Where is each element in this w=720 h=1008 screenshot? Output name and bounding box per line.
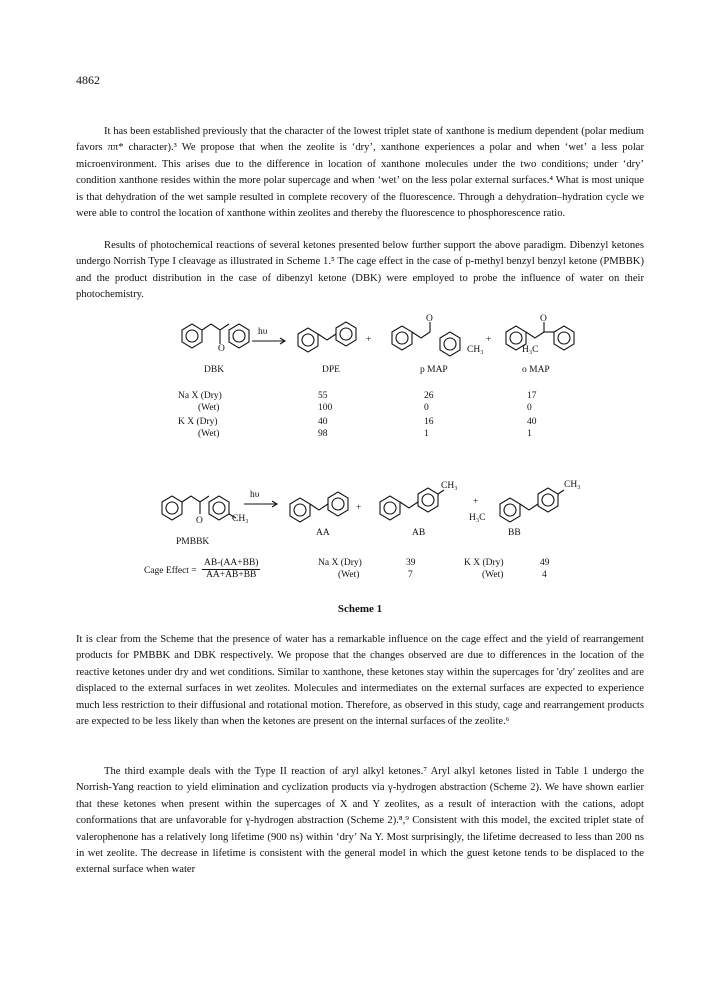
dpe-value: 98 bbox=[318, 429, 328, 439]
scheme-title: Scheme 1 bbox=[337, 603, 383, 615]
dpe-value: 100 bbox=[318, 403, 333, 413]
cage-numerator: AB-(AA+BB) bbox=[204, 558, 259, 568]
cage-denominator: AA+AB+BB bbox=[206, 570, 257, 580]
cage-effect-label: Cage Effect = bbox=[144, 566, 197, 576]
dpe-value: 40 bbox=[318, 417, 328, 427]
pmap-value: 26 bbox=[424, 391, 434, 401]
omap-value: 0 bbox=[527, 403, 532, 413]
cage-value-na-wet: 7 bbox=[408, 570, 413, 580]
dbk-oxygen-label: O bbox=[218, 344, 225, 354]
paragraph-type-ii: The third example deals with the Type II reaction of aryl alkyl ketones.⁷ Aryl alkyl ketones listed in Table 1 undergo the Norrish-Yang reaction to yield elimination and cyclization products via γ-hydrogen abstraction (Scheme 2). We have shown earlier that these ketones when present within the supercages of X and Y zeolites, as a result of interaction with the cations, adopt conformations that are unfavorable for γ-hydrogen abstraction (Scheme 2).⁸,⁹ Consistent with this model, the excited triplet state of valerophenone has a relatively long lifetime (900 ns) within ‘dry’ Na Y. Most surprisingly, the lifetime decreased to less than 200 ns in wet zeolite. The decrease in lifetime is consistent with the general model in which the guest ketone tends to be displaced to the external surface when water bbox=[76, 766, 644, 876]
bb-ch3-label: CH₃ bbox=[564, 480, 581, 490]
label-omap: o MAP bbox=[522, 365, 550, 375]
plus-3: + bbox=[356, 503, 362, 513]
omap-oxygen-label: O bbox=[540, 314, 547, 324]
paragraph-dibenzyl-ketones: Results of photochemical reactions of several ketones presented below further support the above paradigm. Dibenzyl ketones undergo Norrish Type I cleavage as illustrated in Scheme 1.⁵ The cage effect in the case of p-methyl benzyl benzyl ketone (PMBBK) and the product distribution in the case of dibenzyl ketone (DBK) were employed to probe the influence of water on their photochemistry. bbox=[76, 240, 644, 301]
cage-condition-na-dry: Na X (Dry) bbox=[318, 558, 362, 568]
pmap-value: 0 bbox=[424, 403, 429, 413]
condition-nax-wet: (Wet) bbox=[198, 403, 220, 413]
omap-value: 17 bbox=[527, 391, 537, 401]
plus-1: + bbox=[366, 335, 372, 345]
plus-2: + bbox=[486, 335, 492, 345]
cage-effect-formula bbox=[202, 558, 260, 580]
condition-kx-wet: (Wet) bbox=[198, 429, 220, 439]
pmap-value: 1 bbox=[424, 429, 429, 439]
pmap-value: 16 bbox=[424, 417, 434, 427]
bb-h3c-label: H₃C bbox=[469, 513, 486, 523]
cage-condition-k-wet: (Wet) bbox=[482, 570, 504, 580]
cage-value-k-wet: 4 bbox=[542, 570, 547, 580]
page-number: 4862 bbox=[76, 73, 100, 87]
pmbbk-ch3-label: CH₃ bbox=[232, 514, 249, 524]
reaction-arrow-icon bbox=[242, 500, 282, 508]
label-bb: BB bbox=[508, 528, 521, 538]
label-pmap: p MAP bbox=[420, 365, 448, 375]
omap-h3c-label: H₃C bbox=[522, 345, 539, 355]
dbk-structure-icon bbox=[170, 320, 260, 360]
reaction-arrow-icon bbox=[250, 337, 290, 345]
plus-4: + bbox=[473, 497, 479, 507]
label-pmbbk: PMBBK bbox=[176, 537, 210, 547]
label-ab: AB bbox=[412, 528, 426, 538]
pmap-ch3-label: CH₃ bbox=[467, 345, 484, 355]
pmap-oxygen-label: O bbox=[426, 314, 433, 324]
hv-label-2: hυ bbox=[250, 490, 260, 500]
condition-kx-dry: K X (Dry) bbox=[178, 417, 218, 427]
paragraph-water-influence: It is clear from the Scheme that the presence of water has a remarkable influence on the cage effect and the yield of rearrangement products for PMBBK and DBK respectively. We propose that the changes observed are due to differences in the location of the reactive ketones under dry and wet conditions. Similar to xanthone, these ketones stay within the supercages for 'dry' zeolites and are displaced to the external surfaces in wet zeolites. Molecules and intermediates on the external surfaces are expected to experience much less restriction to their diffusional and rotational motion. Therefore, as observed in this study, cage and rearrangement products are expected to be less likely than when the ketones are present on the internal surfaces of the zeolite.⁶ bbox=[76, 634, 644, 728]
dpe-value: 55 bbox=[318, 391, 328, 401]
hv-label-1: hυ bbox=[258, 327, 268, 337]
cage-condition-na-wet: (Wet) bbox=[338, 570, 360, 580]
dpe-structure-icon bbox=[292, 320, 362, 360]
aa-structure-icon bbox=[284, 488, 354, 528]
ab-ch3-label: CH₃ bbox=[441, 481, 458, 491]
cage-condition-k-dry: K X (Dry) bbox=[464, 558, 504, 568]
omap-value: 1 bbox=[527, 429, 532, 439]
omap-value: 40 bbox=[527, 417, 537, 427]
label-dbk: DBK bbox=[204, 365, 225, 375]
label-aa: AA bbox=[316, 528, 330, 538]
cage-value-k-dry: 49 bbox=[540, 558, 550, 568]
label-dpe: DPE bbox=[322, 365, 340, 375]
pmbbk-oxygen-label: O bbox=[196, 516, 203, 526]
condition-nax-dry: Na X (Dry) bbox=[178, 391, 222, 401]
paragraph-xanthone: It has been established previously that the character of the lowest triplet state of xanthone is medium dependent (polar medium favors ππ* character).³ We propose that when the zeolite is ‘dry’, xanthone experiences a polar and when ‘wet’ a less polar microenvironment. This arises due to the difference in location of xanthone molecules under the two conditions; under ‘dry’ condition xanthone resides within the more polar supercage and when ‘wet’ on the less polar external surfaces.⁴ What is most unique is that dehydration of the wet sample resulted in complete recovery of the fluorescence. Through a dehydration–hydration cycle we were able to control the location of xanthone within zeolites and thereby the fluorescence to phosphorescence ratio. bbox=[76, 126, 644, 220]
pmbbk-structure-icon bbox=[156, 492, 256, 532]
cage-value-na-dry: 39 bbox=[406, 558, 416, 568]
